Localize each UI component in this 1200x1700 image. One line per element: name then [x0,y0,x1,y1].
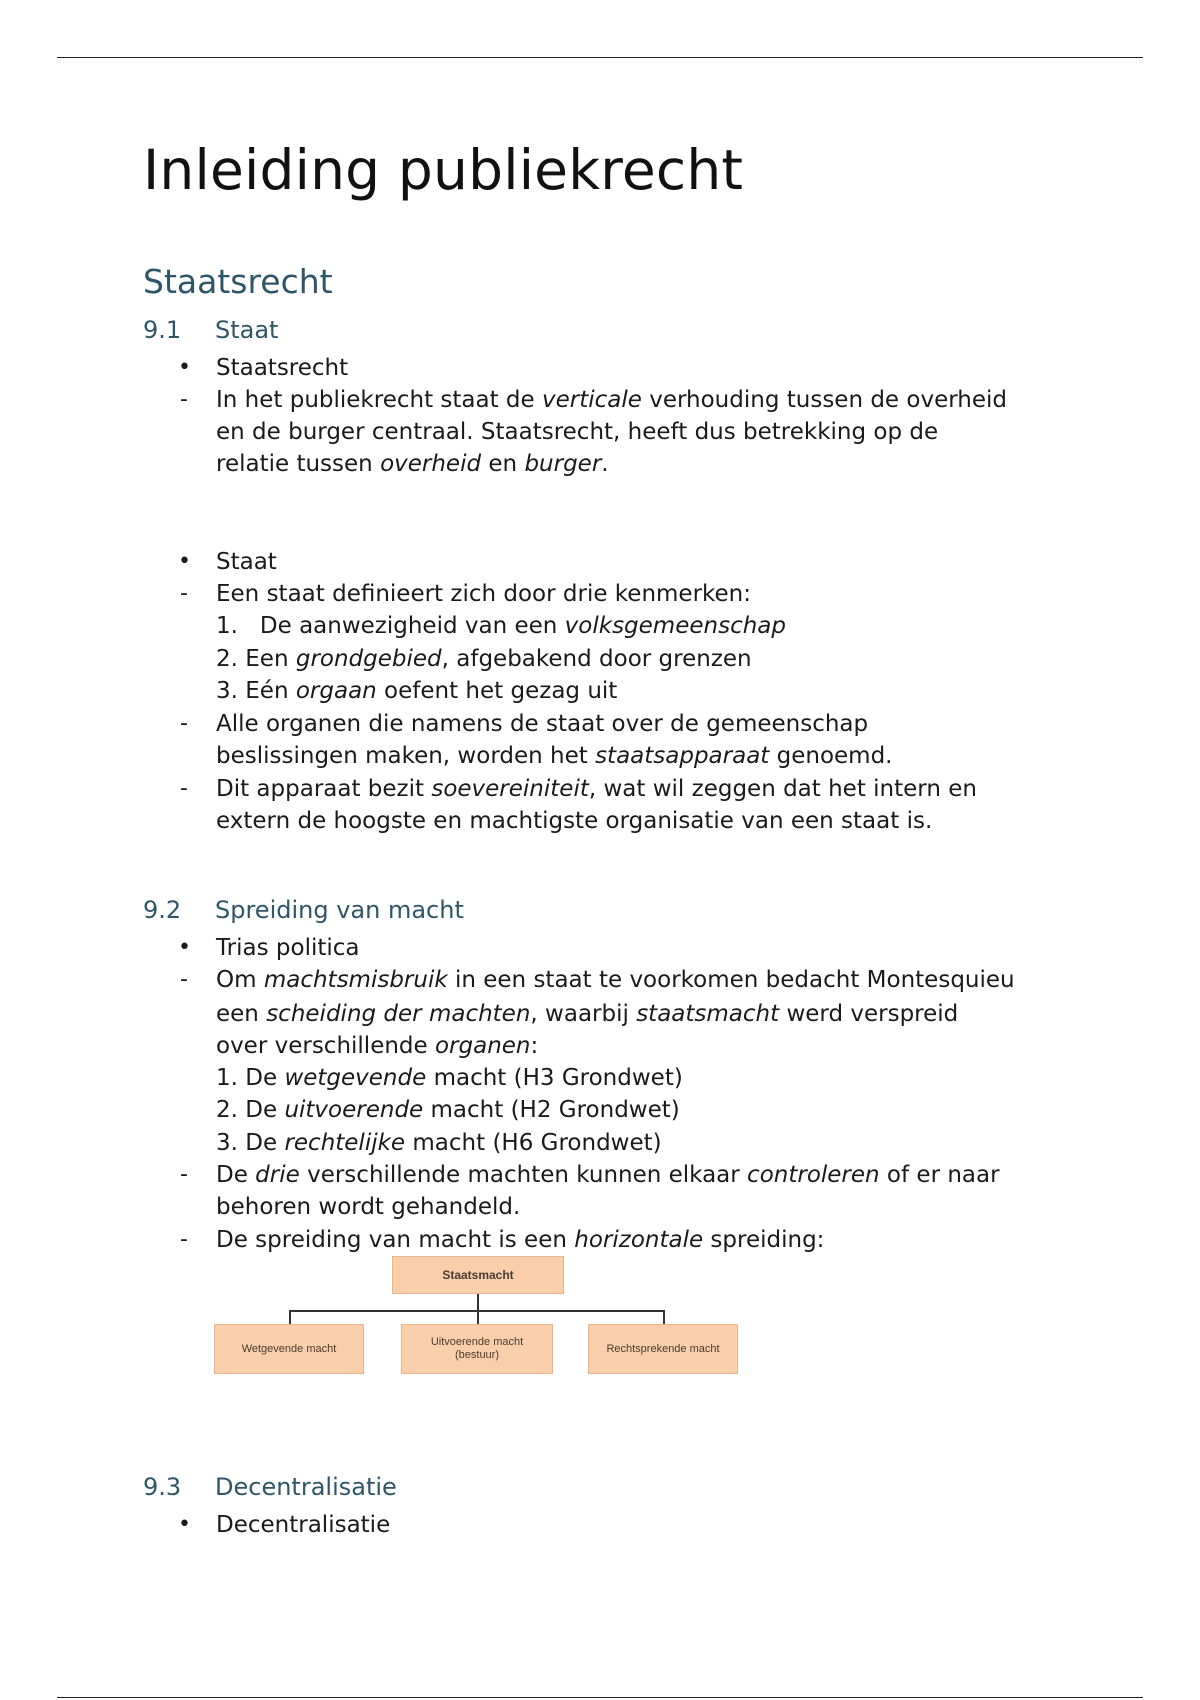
heading-9-3 [143,1473,397,1501]
footer-rule [57,1697,1143,1698]
bullet-icon: • [178,355,191,380]
paragraph-line: en de burger centraal. Staatsrecht, heeft dus betrekking op de [216,419,939,445]
paragraph-line: over verschillende organen: [216,1033,539,1059]
list-item: 2. De uitvoerende macht (H2 Grondwet) [216,1097,680,1123]
bullet-decentralisatie: Decentralisatie [216,1512,391,1538]
list-item: 3. Eén orgaan oefent het gezag uit [216,678,618,704]
paragraph-line: Alle organen die namens de staat over de gemeenschap [216,711,869,737]
paragraph-line: Een staat definieert zich door drie kenmerken: [216,581,752,607]
diagram-box-uitvoerend: Uitvoerende macht (bestuur) [401,1324,553,1374]
heading-9-2 [143,896,464,924]
heading-text: Decentralisatie [215,1473,397,1501]
dash-icon: - [180,711,188,736]
bullet-icon: • [178,1512,191,1537]
heading-text: Staat [215,316,279,344]
diagram-connector [289,1310,291,1325]
dash-icon: - [180,967,188,992]
paragraph-line: De drie verschillende machten kunnen elkaar controleren of er naar [216,1162,1000,1188]
heading-text: Spreiding van macht [215,896,464,924]
heading-number: 9.1 [143,316,182,344]
bullet-trias-politica: Trias politica [216,935,360,961]
paragraph-line: De spreiding van macht is een horizontale spreiding: [216,1227,825,1253]
paragraph-line: behoren wordt gehandeld. [216,1194,521,1220]
dash-icon: - [180,1227,188,1252]
paragraph-line: Dit apparaat bezit soevereiniteit, wat wil zeggen dat het intern en [216,776,977,802]
dash-icon: - [180,581,188,606]
diagram-box-rechtsprekend: Rechtsprekende macht [588,1324,738,1374]
list-item: 1. De aanwezigheid van een volksgemeenschap [216,613,786,639]
bullet-icon: • [178,935,191,960]
diagram-box-staatsmacht: Staatsmacht [392,1256,564,1294]
heading-number: 9.2 [143,896,182,924]
diagram-connector [663,1310,665,1325]
diagram-connector [477,1310,479,1325]
paragraph-line: In het publiekrecht staat de verticale verhouding tussen de overheid [216,387,1007,413]
document-title: Inleiding publiekrecht [143,138,744,202]
heading-number: 9.3 [143,1473,182,1501]
list-item: 1. De wetgevende macht (H3 Grondwet) [216,1065,683,1091]
paragraph-line: Om machtsmisbruik in een staat te voorkomen bedacht Montesquieu [216,967,1015,993]
paragraph-line: een scheiding der machten, waarbij staatsmacht werd verspreid [216,1001,959,1027]
paragraph-line: relatie tussen overheid en burger. [216,451,609,477]
bullet-staat: Staat [216,549,277,575]
list-item: 2. Een grondgebied, afgebakend door grenzen [216,646,752,672]
bullet-icon: • [178,549,191,574]
paragraph-line: extern de hoogste en machtigste organisatie van een staat is. [216,808,933,834]
dash-icon: - [180,387,188,412]
bullet-staatsrecht: Staatsrecht [216,355,349,381]
power-diagram [214,1256,1052,1374]
diagram-box-wetgevend: Wetgevende macht [214,1324,364,1374]
heading-9-1 [143,316,278,344]
section-title: Staatsrecht [143,262,333,301]
dash-icon: - [180,776,188,801]
header-rule [57,57,1143,58]
paragraph-line: beslissingen maken, worden het staatsapparaat genoemd. [216,743,893,769]
dash-icon: - [180,1162,188,1187]
diagram-connector [477,1294,479,1311]
list-item: 3. De rechtelijke macht (H6 Grondwet) [216,1130,662,1156]
